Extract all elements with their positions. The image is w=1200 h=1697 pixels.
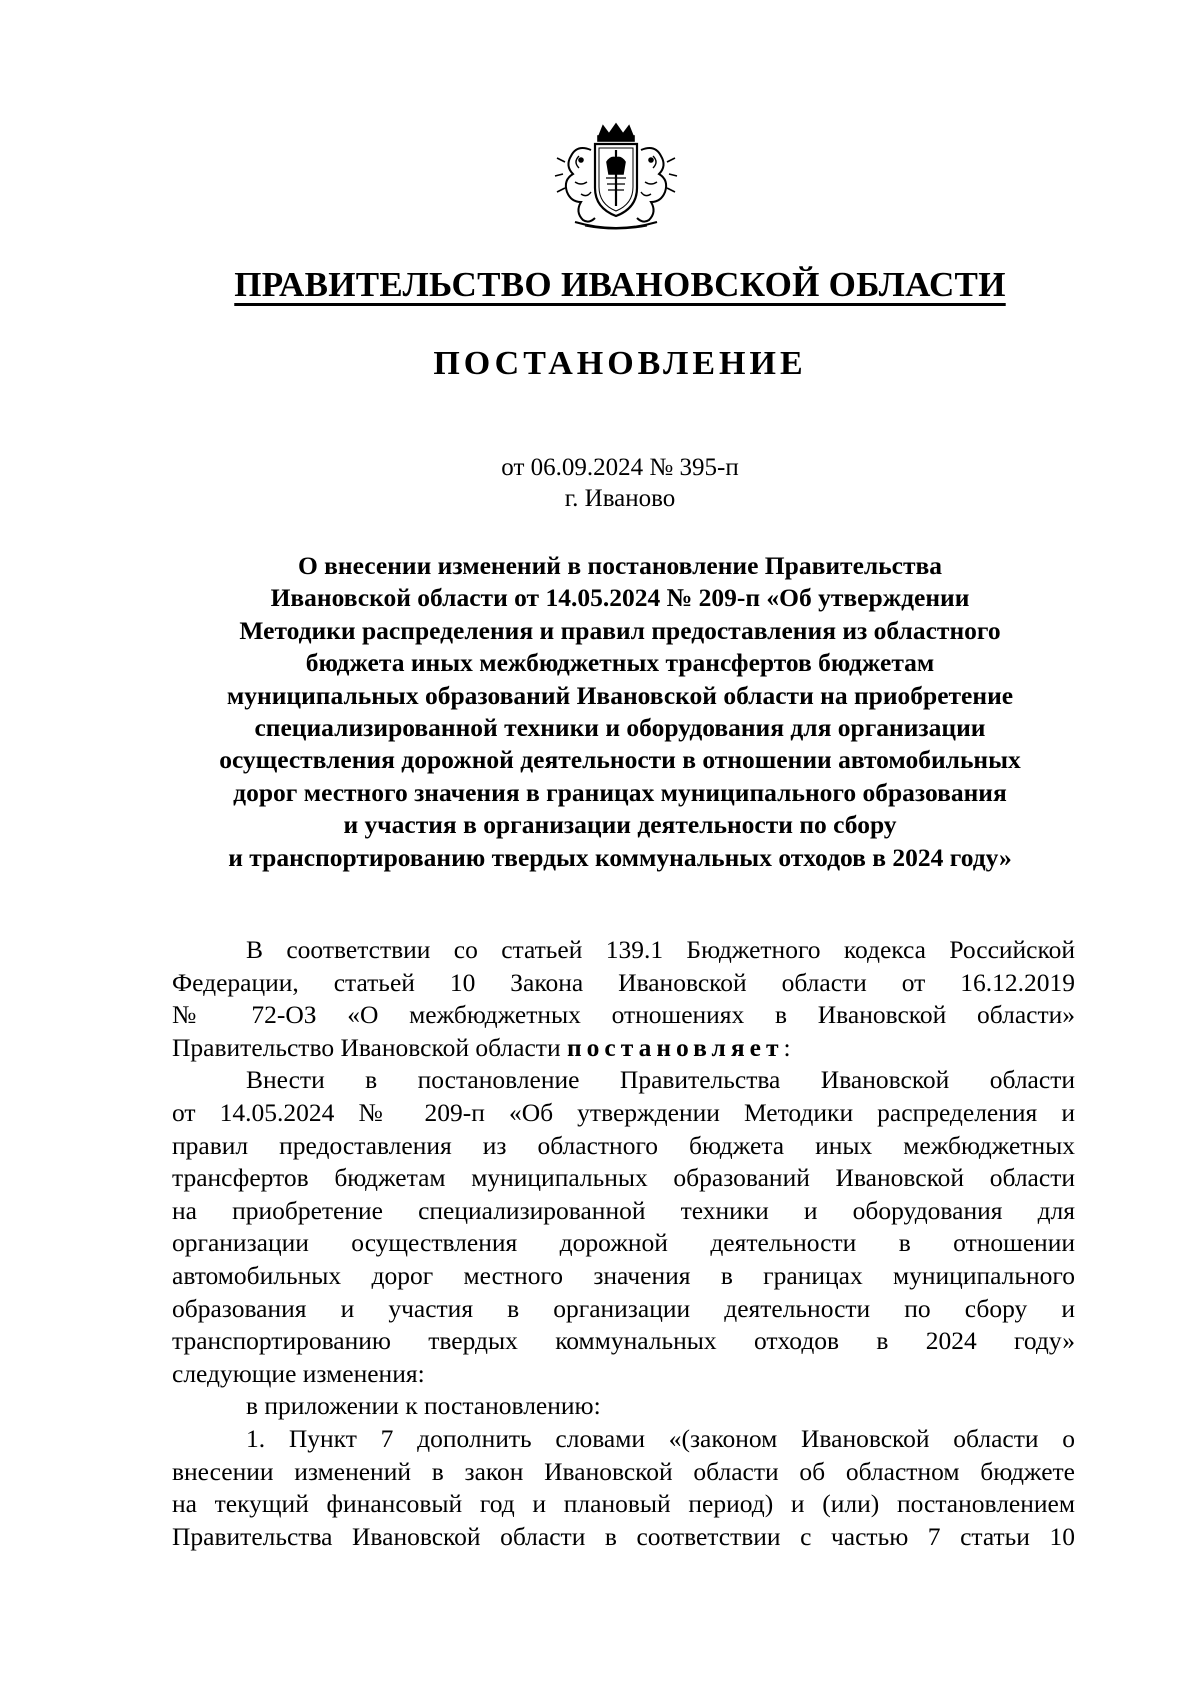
- body-line: транспортированию твердых коммунальных отходов в 2024 году»: [172, 1326, 1075, 1356]
- coat-of-arms-icon: [551, 122, 681, 234]
- body-text: :: [783, 1032, 791, 1062]
- body-line: Внести в постановление Правительства Ивановской области: [246, 1065, 1075, 1095]
- organization-title: ПРАВИТЕЛЬСТВО ИВАНОВСКОЙ ОБЛАСТИ: [234, 265, 1006, 304]
- subject-line: дорог местного значения в границах муниципального образования: [233, 777, 1007, 807]
- city: г. Иваново: [564, 485, 676, 512]
- body-line: Федерации, статьей 10 Закона Ивановской области от 16.12.2019: [172, 967, 1075, 997]
- subject-line: и участия в организации деятельности по сбору: [343, 810, 897, 840]
- document-type: ПОСТАНОВЛЕНИЕ: [433, 345, 807, 382]
- body-line: правил предоставления из областного бюджета иных межбюджетных: [172, 1130, 1075, 1160]
- body-line: внесении изменений в закон Ивановской области об областном бюджете: [172, 1456, 1075, 1486]
- subject-line: осуществления дорожной деятельности в отношении автомобильных: [219, 745, 1021, 775]
- subject-line: Ивановской области от 14.05.2024 № 209-п «Об утверждении: [270, 583, 970, 613]
- body-line: трансфертов бюджетам муниципальных образований Ивановской области: [172, 1163, 1075, 1193]
- document-body: [172, 934, 1075, 1553]
- body-line: № 72-ОЗ «О межбюджетных отношениях в Ивановской области»: [172, 1000, 1075, 1030]
- body-line: на приобретение специализированной техники и оборудования для: [172, 1195, 1075, 1225]
- body-line-resolution: [172, 1032, 1075, 1065]
- resolution-keyword: постановляет: [566, 1032, 784, 1062]
- body-line: от 14.05.2024 № 209-п «Об утверждении Методики распределения и: [172, 1097, 1075, 1127]
- subject-line: О внесении изменений в постановление Правительства: [297, 551, 943, 580]
- body-line: В соответствии со статьей 139.1 Бюджетного кодекса Российской: [246, 935, 1075, 964]
- body-line: на текущий финансовый год и плановый период) и (или) постановлением: [172, 1489, 1075, 1519]
- document-meta: [0, 452, 1200, 514]
- body-line: 1. Пункт 7 дополнить словами «(законом Ивановской области о: [246, 1423, 1075, 1453]
- subject-line: бюджета иных межбюджетных трансфертов бюджетам: [305, 648, 935, 678]
- body-line: образования и участия в организации деятельности по сбору и: [172, 1293, 1075, 1323]
- subject-line: и транспортированию твердых коммунальных отходов в 2024 году»: [228, 842, 1012, 872]
- body-line: следующие изменения:: [172, 1358, 425, 1388]
- body-line: автомобильных дорог местного значения в границах муниципального: [172, 1260, 1075, 1290]
- subject-line: муниципальных образований Ивановской области на приобретение: [226, 680, 1014, 710]
- subject-line: специализированной техники и оборудования для организации: [254, 713, 986, 743]
- body-line: Правительства Ивановской области в соответствии с частью 7 статьи 10: [172, 1521, 1075, 1551]
- body-text: Правительство Ивановской области: [172, 1032, 567, 1062]
- date-number: от 06.09.2024 № 395-п: [501, 454, 739, 481]
- body-line: в приложении к постановлению:: [246, 1391, 601, 1421]
- document-subject: [170, 550, 1070, 874]
- body-line: организации осуществления дорожной деятельности в отношении: [172, 1228, 1075, 1258]
- subject-line: Методики распределения и правил предоставления из областного: [239, 615, 1001, 645]
